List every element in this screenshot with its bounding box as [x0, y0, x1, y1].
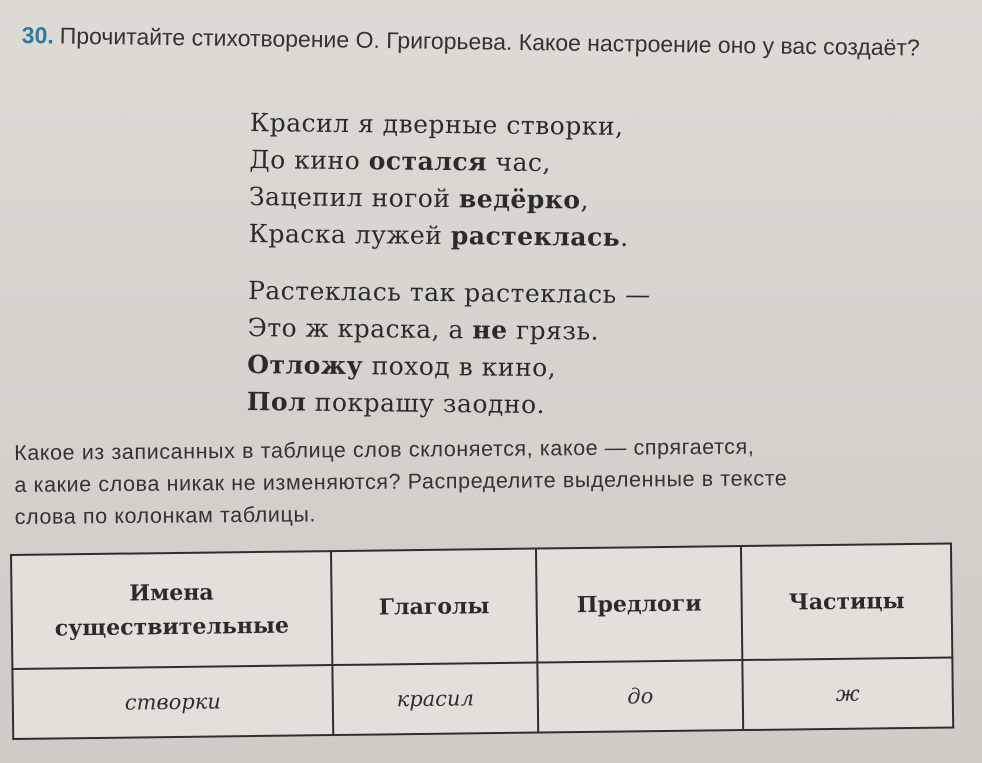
poem-line — [249, 178, 769, 220]
task-header — [22, 20, 932, 63]
question-line: слова по колонкам таблицы. — [14, 502, 317, 529]
poem-stanza-2 — [247, 272, 769, 425]
poem-text: Зацепил ногой — [248, 181, 460, 214]
header-prepositions: Предлоги — [536, 546, 742, 662]
header-particles: Частицы — [741, 544, 952, 661]
poem-text: До кино — [249, 144, 369, 176]
cell-prepositions: до — [537, 660, 743, 732]
question-text — [14, 429, 945, 533]
cell-nouns: створки — [12, 665, 333, 739]
poem-stanza-1 — [248, 104, 770, 257]
highlighted-word: остался — [368, 146, 488, 177]
poem-line — [247, 309, 767, 351]
table-header-row — [11, 544, 952, 669]
poem-text: Краска лужей — [248, 218, 452, 251]
poem-line — [249, 141, 769, 183]
question-line: а какие слова никак не изменяются? Распределите выделенные в тексте — [14, 466, 788, 497]
poem-text: , — [580, 185, 590, 215]
poem-text: Растеклась так растеклась — — [247, 275, 651, 310]
highlighted-word: не — [472, 315, 508, 345]
poem-text: час, — [486, 147, 552, 178]
poem-line — [247, 383, 767, 425]
header-nouns: Имена существительные — [11, 551, 332, 669]
task-number: 30. — [21, 21, 54, 49]
table-row — [12, 657, 953, 738]
word-classification-table — [10, 543, 952, 734]
header-verbs: Глаголы — [331, 549, 537, 665]
poem-text: поход в кино, — [362, 351, 557, 383]
table — [10, 542, 954, 739]
poem-text: грязь. — [507, 315, 600, 346]
poem-line — [248, 272, 768, 314]
poem-text: Это ж краска, а — [247, 312, 473, 345]
highlighted-word: растеклась — [450, 221, 621, 252]
poem-line — [247, 346, 767, 388]
question-line: Какое из записанных в таблице слов склоняется, какое — спрягается, — [14, 434, 755, 465]
task-text: Прочитайте стихотворение О. Григорьева. Какое настроение оно у вас создаёт? — [59, 22, 920, 61]
highlighted-word: Отложу — [247, 349, 364, 381]
poem-text: Красил я дверные створки, — [249, 107, 624, 141]
cell-verbs: красил — [332, 663, 538, 735]
highlighted-word: Пол — [246, 386, 307, 417]
poem-line — [250, 104, 770, 146]
poem-line — [248, 215, 768, 257]
cell-particles: ж — [742, 657, 953, 730]
poem-text: . — [620, 222, 629, 252]
highlighted-word: ведёрко — [458, 184, 581, 215]
poem-text: покрашу заодно. — [306, 387, 546, 420]
poem — [246, 104, 769, 445]
